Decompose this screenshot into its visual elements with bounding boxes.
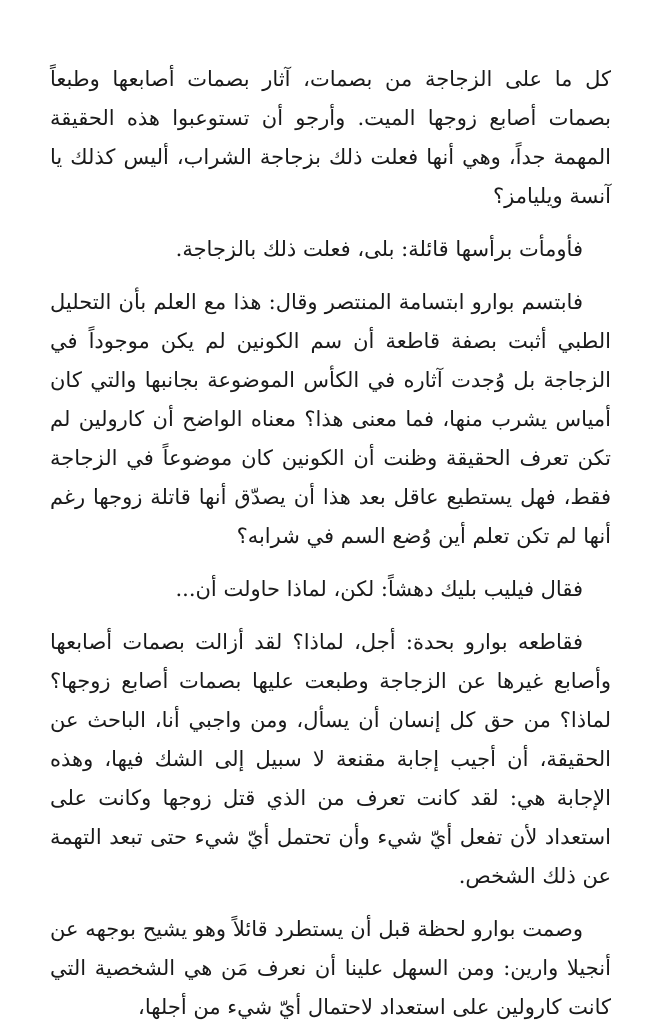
paragraph-2: فأومأت برأسها قائلة: بلى، فعلت ذلك بالزجاجة. — [175, 237, 583, 261]
paragraph-5: فقاطعه بوارو بحدة: أجل، لماذا؟ لقد أزالت بصمات أصابعها وأصابع غيرها عن الزجاجة وطبعت عليها بصمات أصابع زوجها؟ لماذا؟ من حق كل إنسان أن يسأل، ومن واجبي أنا، الباحث عن الحقيقة، أن أجيب إجابة مقنعة لا سبيل إلى الشك فيها، وهذه الإجابة هي: لقد كانت تعرف من الذي قتل زوجها وكانت على استعداد لأن تفعل أيّ شيء وأن تحتمل أيّ شيء حتى تبعد التهمة عن ذلك الشخص. — [50, 630, 611, 888]
paragraph-3: فابتسم بوارو ابتسامة المنتصر وقال: هذا مع العلم بأن التحليل الطبي أثبت بصفة قاطعة أن سم الكونين لم يكن موجوداً في الزجاجة بل وُجدت آثاره في الكأس الموضوعة بجانبها والتي كان أمياس يشرب منها، فما معنى هذا؟ معناه الواضح أن كارولين لم تكن تعرف الحقيقة وظنت أن الكونين كان موضوعاً في الزجاجة فقط، فهل يستطيع عاقل بعد هذا أن يصدّق أنها قاتلة زوجها رغم أنها لم تكن تعلم أين وُضع السم في شرابه؟ — [50, 290, 611, 548]
paragraph-6: وصمت بوارو لحظة قبل أن يستطرد قائلاً وهو يشيح بوجهه عن أنجيلا وارين: ومن السهل علينا أن نعرف مَن هي الشخصية التي كانت كارولين على استعداد لاحتمال أيّ شيء من أجلها، — [50, 917, 611, 1019]
paragraph-4: فقال فيليب بليك دهشاً: لكن، لماذا حاولت أن... — [175, 577, 583, 601]
paragraph-1: كل ما على الزجاجة من بصمات، آثار بصمات أصابعها وطبعاً بصمات أصابع زوجها الميت. وأرجو أن تستوعبوا هذه الحقيقة المهمة جداً، وهي أنها فعلت ذلك بزجاجة الشراب، أليس كذلك يا آنسة ويليامز؟ — [50, 67, 611, 208]
